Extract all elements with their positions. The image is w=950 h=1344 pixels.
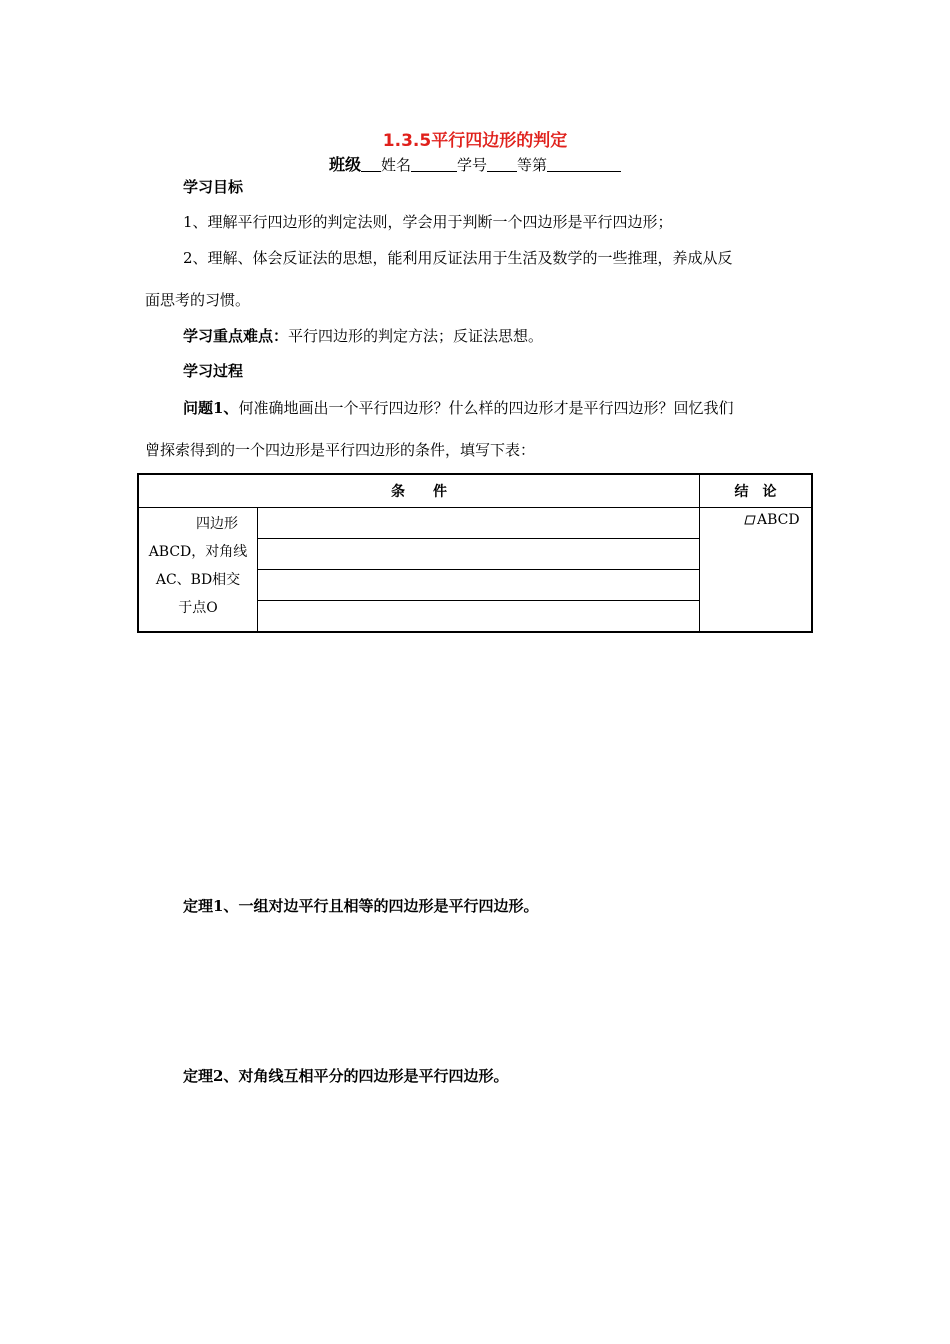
condition-input-cell-3[interactable] (258, 570, 700, 601)
grade-label: 等第 (517, 156, 548, 174)
condition-input-cell-2[interactable] (258, 539, 700, 570)
goal-item-2-line-1: 2、理解、体会反证法的思想，能利用反证法用于生活及数学的一些推理，养成从反 (183, 249, 733, 267)
focus-text: 平行四边形的判定方法；反证法思想。 (288, 327, 544, 345)
theorem-2 (183, 1066, 508, 1086)
question-1-text: 何准确地画出一个平行四边形？什么样的四边形才是平行四边形？回忆我们 (238, 399, 734, 417)
quad-line-3: AC、BD相交 (155, 572, 241, 588)
conclusion-cell (700, 508, 813, 633)
goal-item-1: 1、理解平行四边形的判定法则，学会用于判断一个四边形是平行四边形； (183, 213, 673, 231)
theorem-1-text: 一组对边平行且相等的四边形是平行四边形。 (238, 897, 539, 915)
name-blank (411, 156, 457, 172)
grade-blank (547, 156, 621, 172)
focus-label: 学习重点难点： (183, 327, 289, 345)
question-1-label: 问题1、 (183, 399, 239, 417)
quad-line-1: 四边形 (196, 516, 238, 532)
condition-input-cell-4[interactable] (258, 601, 700, 633)
question-1-line-1 (183, 398, 733, 418)
theorem-2-text: 对角线互相平分的四边形是平行四边形。 (238, 1067, 509, 1085)
name-label: 姓名 (380, 156, 411, 174)
goal-item-2-line-2: 面思考的习惯。 (145, 291, 251, 309)
quadrilateral-description-cell (138, 508, 258, 633)
conditions-table (137, 473, 813, 633)
conclusion-text: ABCD (757, 512, 800, 528)
condition-input-cell-1[interactable] (258, 508, 700, 539)
number-label: 学号 (457, 156, 488, 174)
header-conclusion: 结 论 (700, 474, 813, 508)
table-row (138, 508, 812, 539)
document-title: 1.3.5平行四边形的判定 (382, 131, 568, 151)
quad-line-2: ABCD，对角线 (148, 544, 248, 560)
class-blank (361, 156, 381, 172)
class-label: 班级 (328, 155, 361, 174)
theorem-1-label: 定理1、 (183, 897, 239, 915)
header-condition: 条 件 (138, 474, 700, 508)
quad-line-4: 于点O (178, 600, 218, 616)
theorem-2-label: 定理2、 (183, 1067, 239, 1085)
number-blank (487, 156, 517, 172)
process-heading: 学习过程 (183, 362, 244, 380)
question-1-line-2: 曾探索得到的一个四边形是平行四边形的条件，填写下表： (145, 441, 536, 459)
parallelogram-icon (744, 513, 756, 523)
student-info-line (0, 152, 950, 175)
goals-heading: 学习目标 (183, 178, 244, 196)
focus-line (183, 326, 543, 346)
table-header-row (138, 474, 812, 508)
theorem-1 (183, 896, 538, 916)
